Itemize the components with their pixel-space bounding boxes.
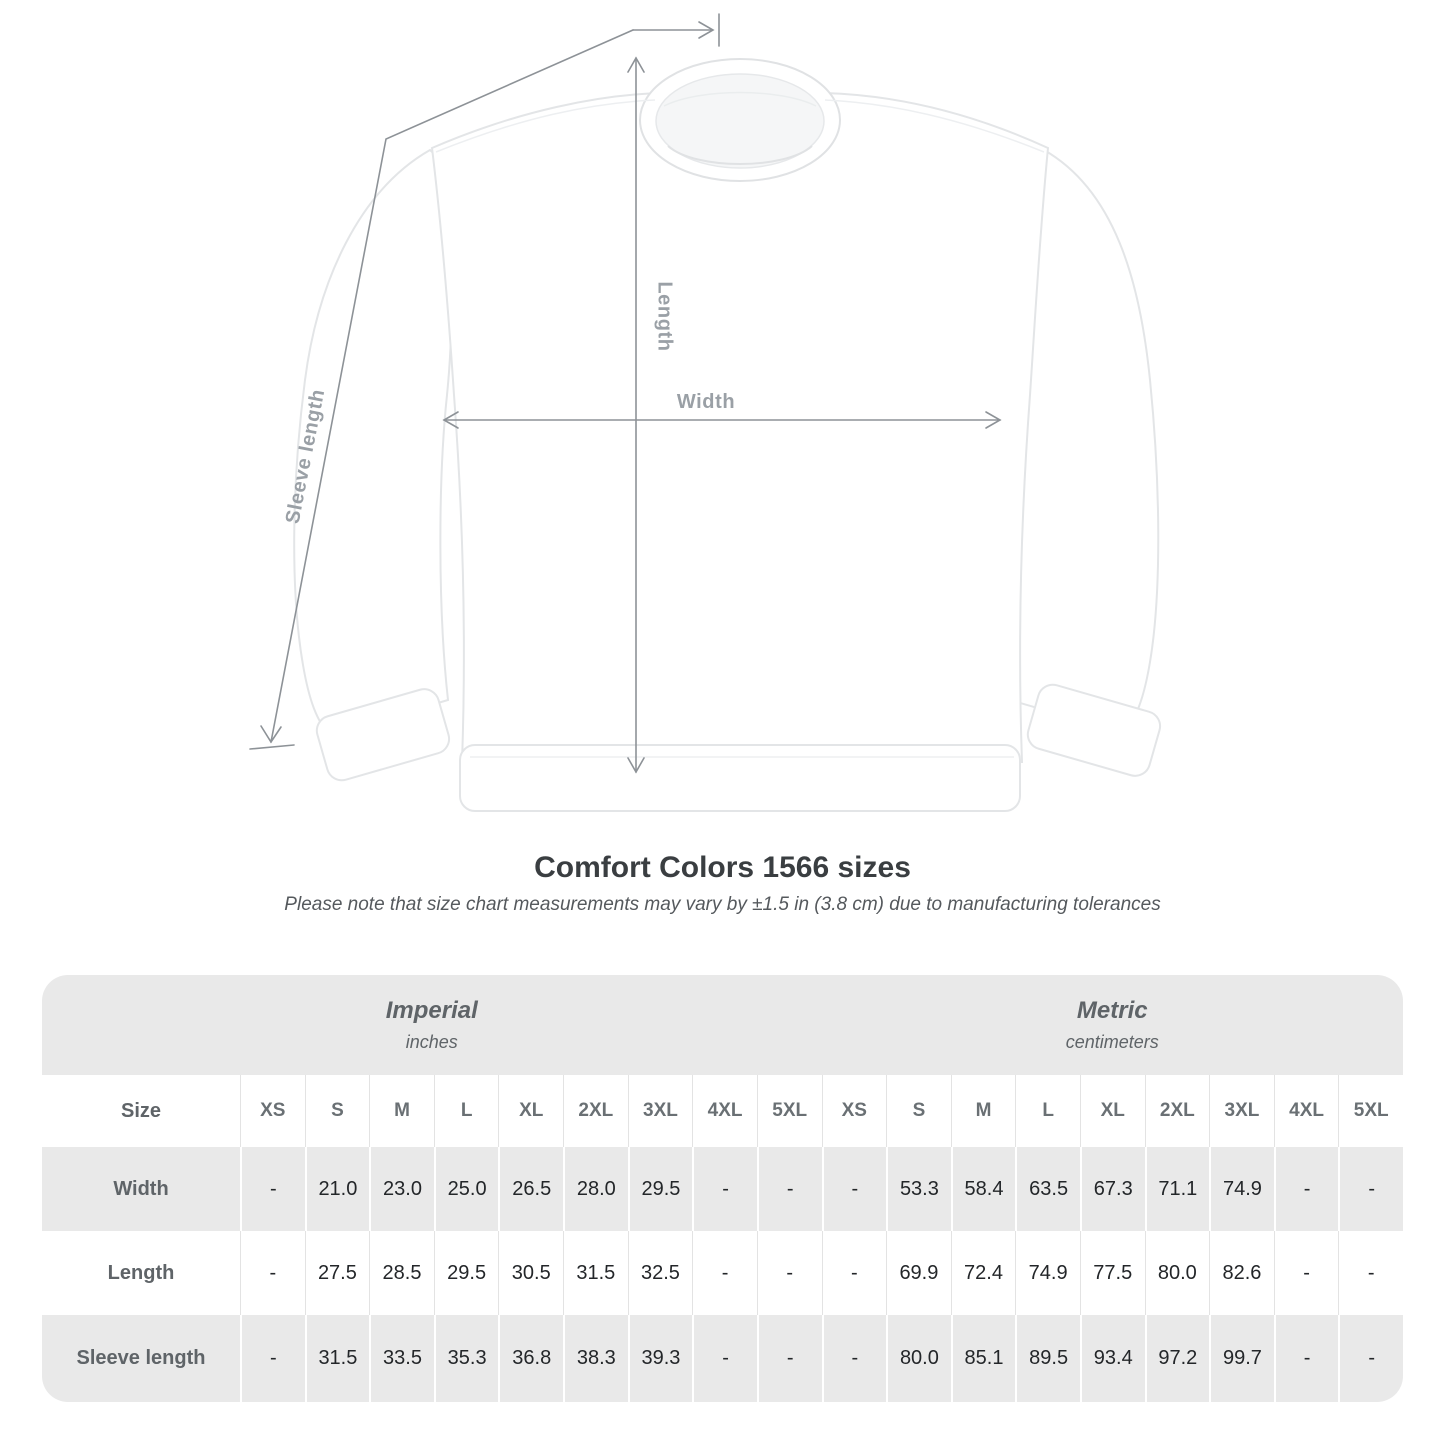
size-col-header: 2XL: [1145, 1075, 1210, 1147]
size-cell: 38.3: [563, 1315, 628, 1402]
size-chart-note: Please note that size chart measurements may vary by ±1.5 in (3.8 cm) due to manufacturing tolerances: [284, 894, 1161, 915]
size-cell: 29.5: [628, 1147, 693, 1231]
size-cell: 93.4: [1080, 1315, 1145, 1402]
size-cell: 72.4: [951, 1231, 1016, 1315]
size-col-header: 3XL: [628, 1075, 693, 1147]
size-corner-header: Size: [120, 1099, 162, 1122]
size-cell: -: [1338, 1231, 1403, 1315]
size-col-header: XS: [822, 1075, 887, 1147]
size-cell: -: [1274, 1315, 1339, 1402]
collar: [640, 59, 840, 181]
size-cell: 80.0: [886, 1315, 951, 1402]
size-cell: 82.6: [1209, 1231, 1274, 1315]
size-col-header: L: [1015, 1075, 1080, 1147]
size-cell: 99.7: [1209, 1315, 1274, 1402]
size-cell: 80.0: [1145, 1231, 1210, 1315]
size-cell: -: [692, 1231, 757, 1315]
shoulder-arrow: [633, 14, 719, 46]
size-col-header: XL: [1080, 1075, 1145, 1147]
size-cell: 74.9: [1015, 1231, 1080, 1315]
size-cell: -: [1338, 1147, 1403, 1231]
size-cell: 85.1: [951, 1315, 1016, 1402]
size-cell: -: [692, 1315, 757, 1402]
row-label: Length: [107, 1261, 175, 1284]
size-col-header: 2XL: [563, 1075, 628, 1147]
size-cell: 58.4: [951, 1147, 1016, 1231]
size-cell: 33.5: [369, 1315, 434, 1402]
size-cell: 69.9: [886, 1231, 951, 1315]
size-col-header: M: [369, 1075, 434, 1147]
size-col-header: M: [951, 1075, 1016, 1147]
sleeve-length-label: Sleeve length: [281, 387, 330, 526]
size-cell: 63.5: [1015, 1147, 1080, 1231]
size-cell: 28.5: [369, 1231, 434, 1315]
size-cell: 31.5: [563, 1231, 628, 1315]
size-col-header: 5XL: [1338, 1075, 1403, 1147]
imperial-unit: inches: [405, 1032, 458, 1052]
metric-label: Metric: [1076, 997, 1148, 1024]
size-cell: -: [757, 1315, 822, 1402]
size-cell: 71.1: [1145, 1147, 1210, 1231]
size-col-header: L: [434, 1075, 499, 1147]
size-cell: 21.0: [305, 1147, 370, 1231]
size-cell: 53.3: [886, 1147, 951, 1231]
size-table: [42, 975, 1403, 1402]
size-cell: -: [240, 1147, 305, 1231]
size-col-header: 4XL: [1274, 1075, 1339, 1147]
size-cell: 89.5: [1015, 1315, 1080, 1402]
torso: [432, 93, 1048, 762]
width-label: Width: [676, 391, 736, 413]
size-cell: -: [692, 1147, 757, 1231]
size-chart-title: Comfort Colors 1566 sizes: [534, 851, 911, 884]
size-col-header: S: [305, 1075, 370, 1147]
size-cell: 39.3: [628, 1315, 693, 1402]
size-cell: -: [757, 1231, 822, 1315]
size-cell: -: [822, 1315, 887, 1402]
size-cell: 31.5: [305, 1315, 370, 1402]
unit-group-metric: [822, 975, 1404, 1075]
size-cell: 36.8: [498, 1315, 563, 1402]
size-cell: 74.9: [1209, 1147, 1274, 1231]
size-cell: -: [757, 1147, 822, 1231]
size-cell: 30.5: [498, 1231, 563, 1315]
waistband: [460, 745, 1020, 811]
size-cell: -: [1274, 1147, 1339, 1231]
size-col-header: S: [886, 1075, 951, 1147]
size-cell: 27.5: [305, 1231, 370, 1315]
length-label: Length: [653, 281, 676, 352]
size-col-header: XS: [240, 1075, 305, 1147]
size-col-header: XL: [498, 1075, 563, 1147]
row-label: Width: [42, 1147, 240, 1231]
size-cell: -: [822, 1231, 887, 1315]
size-cell: 25.0: [434, 1147, 499, 1231]
size-cell: 28.0: [563, 1147, 628, 1231]
unit-group-imperial: [42, 975, 822, 1075]
size-cell: 23.0: [369, 1147, 434, 1231]
size-cell: -: [240, 1231, 305, 1315]
size-cell: 32.5: [628, 1231, 693, 1315]
size-col-header: 3XL: [1209, 1075, 1274, 1147]
size-col-header: 5XL: [757, 1075, 822, 1147]
size-cell: -: [1338, 1315, 1403, 1402]
size-cell: -: [822, 1147, 887, 1231]
size-cell: -: [1274, 1231, 1339, 1315]
size-cell: 35.3: [434, 1315, 499, 1402]
metric-unit: centimeters: [1065, 1032, 1159, 1052]
row-label: Sleeve length: [42, 1315, 240, 1402]
size-cell: 29.5: [434, 1231, 499, 1315]
size-col-header: 4XL: [692, 1075, 757, 1147]
size-cell: 67.3: [1080, 1147, 1145, 1231]
size-cell: 77.5: [1080, 1231, 1145, 1315]
size-cell: 26.5: [498, 1147, 563, 1231]
size-cell: 97.2: [1145, 1315, 1210, 1402]
size-cell: -: [240, 1315, 305, 1402]
imperial-label: Imperial: [385, 997, 478, 1024]
